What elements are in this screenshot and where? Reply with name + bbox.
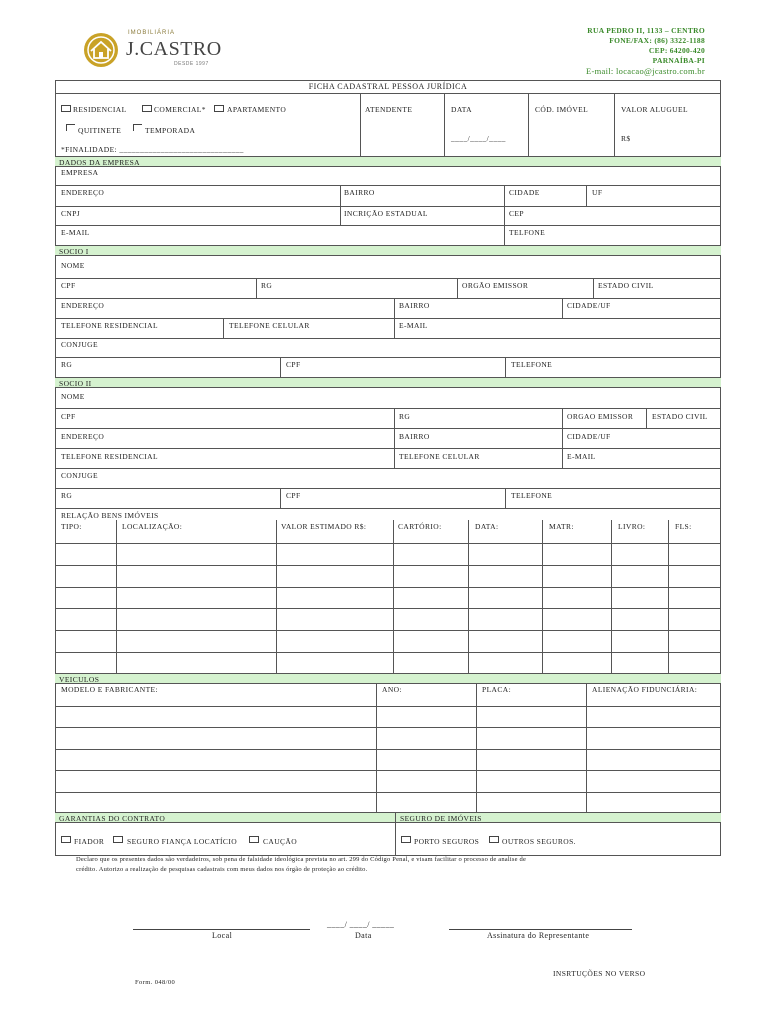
socio1-tel-res-label: TELEFONE RESIDENCIAL (61, 321, 158, 330)
porto-seguros-label: PORTO SEGUROS (414, 837, 480, 846)
bens-col-fls: FLS: (675, 522, 692, 531)
logo-since: DESDE 1997 (174, 61, 209, 67)
section-bens-imoveis: RELAÇÃO BENS IMÓVEIS (61, 511, 159, 520)
seguro-fianca-label: SEGURO FIANÇA LOCATÍCIO (127, 837, 238, 846)
local-line[interactable] (133, 929, 310, 930)
comercial-checkbox[interactable] (142, 105, 152, 112)
company-phone: FONE/FAX: (86) 3322-1188 (609, 36, 705, 45)
socio1-cpf2-label: CPF (286, 360, 301, 369)
veiculos-col-ano: ANO: (382, 685, 402, 694)
rs-label: R$ (621, 134, 631, 143)
company-address: RUA PEDRO II, 1133 – CENTRO (587, 26, 705, 35)
residencial-checkbox[interactable] (61, 105, 71, 112)
socio2-orgao-label: ORGAO EMISSOR (567, 412, 634, 421)
bairro-label: BAIRRO (344, 188, 375, 197)
socio1-cpf-label: CPF (61, 281, 76, 290)
socio1-rg2-label: RG (61, 360, 73, 369)
data-line[interactable]: ____/ ____/ _____ (327, 920, 395, 929)
socio1-rg-label: RG (261, 281, 273, 290)
company-email: E-mail: locacao@jcastro.com.br (585, 66, 705, 76)
socio1-bairro-label: BAIRRO (399, 301, 430, 310)
house-logo-icon (82, 31, 120, 69)
form-title: FICHA CADASTRAL PESSOA JURÍDICA (308, 82, 468, 91)
section-socio-2: SOCIO II (55, 377, 721, 388)
bens-col-cartorio: CARTÓRIO: (398, 522, 442, 531)
socio1-endereco-label: ENDEREÇO (61, 301, 105, 310)
logo-name: J.CASTRO (126, 38, 222, 60)
socio2-nome-label: NOME (61, 392, 85, 401)
socio2-estado-civil-label: ESTADO CIVIL (652, 412, 708, 421)
company-address-block (586, 26, 705, 76)
socio1-telefone-label: TELEFONE (511, 360, 553, 369)
empresa-label: EMPRESA (61, 168, 99, 177)
socio2-tel-res-label: TELEFONE RESIDENCIAL (61, 452, 158, 461)
section-veiculos: VEICULOS (55, 673, 721, 684)
socio1-orgao-label: ORGÃO EMISSOR (462, 281, 529, 290)
bens-col-localizacao: LOCALIZAÇÃO: (122, 522, 183, 531)
email-label: E-MAIL (61, 228, 90, 237)
quitinete-checkbox[interactable] (66, 124, 75, 131)
socio1-tel-cel-label: TELEFONE CELULAR (229, 321, 310, 330)
valor-aluguel-label: VALOR ALUGUEL (621, 105, 688, 114)
declaracao-line-1: Declaro que os presentes dados são verdadeiros, sob pena de falsidade ideológica prevista no art. 299 do Código Penal, e visam facilitar o processo de analise de (76, 856, 527, 863)
comercial-label: COMERCIAL* (154, 105, 206, 114)
declaracao-line-2: crédito. Autorizo a realização de pesquisas cadastrais com meus dados nos órgão de proteção ao crédito. (76, 866, 368, 873)
socio2-bairro-label: BAIRRO (399, 432, 430, 441)
cidade-label: CIDADE (509, 188, 540, 197)
socio2-rg2-label: RG (61, 491, 73, 500)
socio2-cpf-label: CPF (61, 412, 76, 421)
bens-col-data: DATA: (475, 522, 499, 531)
socio2-cidade-uf-label: CIDADE/UF (567, 432, 611, 441)
cod-imovel-label: CÓD. IMÓVEL (535, 105, 589, 114)
temporada-label: TEMPORADA (145, 126, 196, 135)
quitinete-label: QUITINETE (78, 126, 122, 135)
section-dados-empresa: DADOS DA EMPRESA (55, 156, 721, 167)
uf-label: UF (592, 188, 603, 197)
socio2-tel-cel-label: TELEFONE CELULAR (399, 452, 480, 461)
inscricao-label: INCRIÇÃO ESTADUAL (344, 209, 428, 218)
fiador-label: FIADOR (74, 837, 105, 846)
caucao-checkbox[interactable] (249, 836, 259, 843)
cnpj-label: CNPJ (61, 209, 81, 218)
porto-seguros-checkbox[interactable] (401, 836, 411, 843)
instrucoes-verso: INSRTUÇÕES NO VERSO (553, 969, 646, 978)
socio2-telefone-label: TELEFONE (511, 491, 553, 500)
data-field[interactable]: ____/____/____ (451, 134, 506, 143)
section-seguro-imoveis: SEGURO DE IMÓVEIS (400, 814, 482, 823)
outros-seguros-label: OUTROS SEGUROS. (502, 837, 576, 846)
socio1-estado-civil-label: ESTADO CIVIL (598, 281, 654, 290)
caucao-label: CAUÇÃO (263, 837, 298, 846)
veiculos-col-alienacao: ALIENAÇÃO FIDUNCIÁRIA: (592, 685, 698, 694)
residencial-label: RESIDENCIAL (73, 105, 127, 114)
local-label: Local (212, 931, 233, 940)
company-city: PARNAÍBA-PI (652, 56, 705, 65)
apartamento-checkbox[interactable] (214, 105, 224, 112)
logo-top-text: IMOBILIÁRIA (128, 30, 176, 36)
atendente-label: ATENDENTE (365, 105, 413, 114)
socio2-conjuge-label: CONJUGE (61, 471, 98, 480)
socio2-rg-label: RG (399, 412, 411, 421)
signature-data-label: Data (355, 931, 372, 940)
bens-col-livro: LIVRO: (618, 522, 646, 531)
cep-label: CEP (509, 209, 524, 218)
bens-col-tipo: TIPO: (61, 522, 82, 531)
bens-col-matr: MATR: (549, 522, 574, 531)
section-garantias: GARANTIAS DO CONTRATO (55, 812, 721, 823)
socio2-email-label: E-MAIL (567, 452, 596, 461)
section-socio-1: SOCIO I (55, 245, 721, 256)
socio2-cpf2-label: CPF (286, 491, 301, 500)
finalidade-field[interactable]: *FINALIDADE: ______________________________ (61, 145, 244, 154)
socio1-conjuge-label: CONJUGE (61, 340, 98, 349)
socio1-nome-label: NOME (61, 261, 85, 270)
socio1-email-label: E-MAIL (399, 321, 428, 330)
socio2-endereco-label: ENDEREÇO (61, 432, 105, 441)
company-logo (82, 24, 232, 76)
fiador-checkbox[interactable] (61, 836, 71, 843)
socio1-cidade-uf-label: CIDADE/UF (567, 301, 611, 310)
seguro-fianca-checkbox[interactable] (113, 836, 123, 843)
apartamento-label: APARTAMENTO (227, 105, 287, 114)
assinatura-line[interactable] (449, 929, 632, 930)
telfone-label: TELFONE (509, 228, 546, 237)
data-label: DATA (451, 105, 472, 114)
endereco-label: ENDEREÇO (61, 188, 105, 197)
temporada-checkbox[interactable] (133, 124, 142, 131)
assinatura-label: Assinatura do Representante (487, 931, 590, 940)
veiculos-col-placa: PLACA: (482, 685, 512, 694)
company-cep: CEP: 64200-420 (648, 46, 705, 55)
form-number: Form. 048/00 (135, 979, 176, 986)
outros-seguros-checkbox[interactable] (489, 836, 499, 843)
bens-col-valor: VALOR ESTIMADO R$: (281, 522, 367, 531)
veiculos-col-modelo: MODELO E FABRICANTE: (61, 685, 159, 694)
